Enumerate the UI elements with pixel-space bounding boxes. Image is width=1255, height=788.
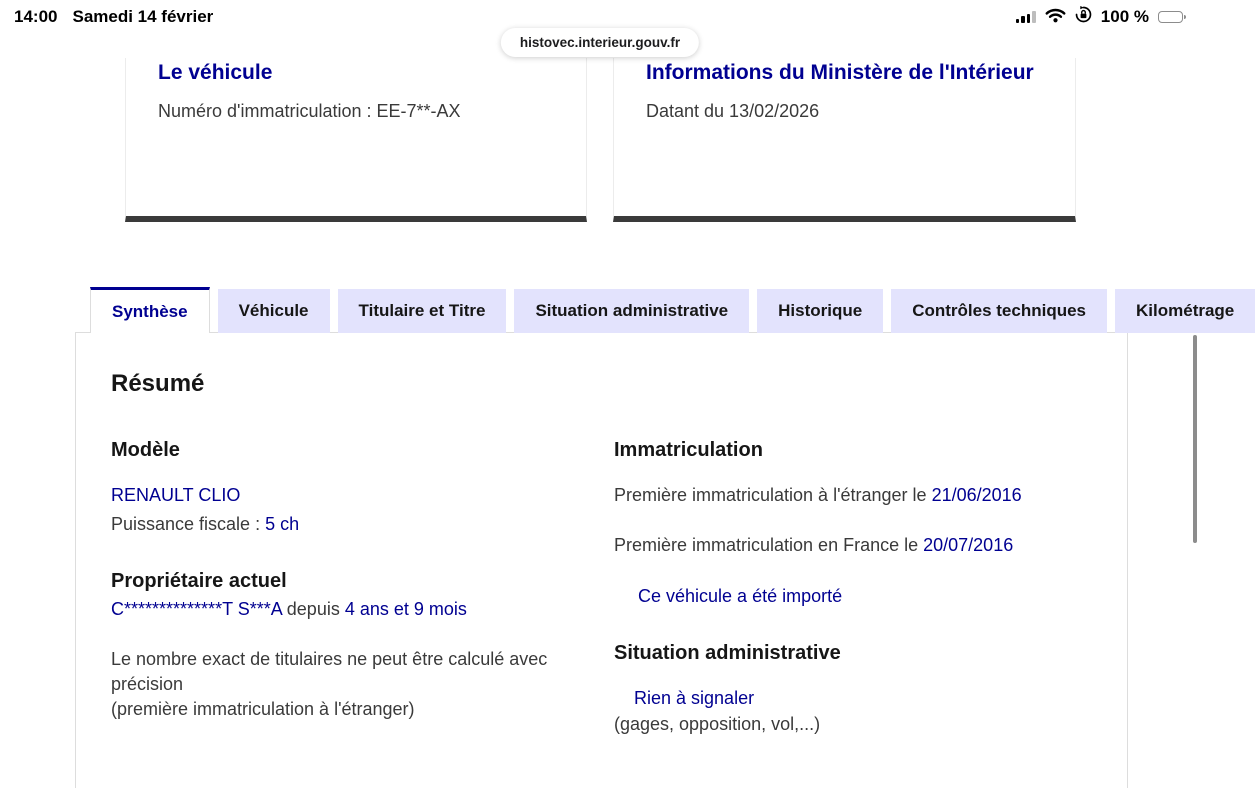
tab-titulaire-et-titre[interactable]: Titulaire et Titre (338, 289, 507, 333)
tab-historique[interactable]: Historique (757, 289, 883, 333)
owner-note-detail: (première immatriculation à l'étranger) (111, 699, 415, 719)
tab-controles-techniques[interactable]: Contrôles techniques (891, 289, 1107, 333)
status-right (1016, 6, 1186, 28)
left-column (111, 438, 614, 736)
tab-vehicule[interactable]: Véhicule (218, 289, 330, 333)
rotation-lock-icon (1075, 6, 1092, 28)
registration-foreign-date: 21/06/2016 (931, 485, 1022, 505)
owner-line (111, 597, 614, 621)
situation-heading: Situation administrative (614, 642, 841, 664)
registration-foreign-label: Première immatriculation à l'étranger le (614, 485, 932, 505)
summary-cards-row (125, 58, 1076, 222)
model-name: RENAULT CLIO (111, 485, 241, 505)
panel-title: Résumé (111, 370, 205, 397)
ministry-card-title: Informations du Ministère de l'Intérieur (646, 61, 1034, 84)
wifi-icon (1045, 7, 1066, 28)
battery-icon (1158, 11, 1186, 24)
model-heading: Modèle (111, 439, 180, 461)
address-bar-pill[interactable]: histovec.interieur.gouv.fr (501, 28, 699, 57)
fiscal-power-line (111, 512, 614, 536)
owner-since-label: depuis (281, 599, 345, 619)
vehicle-card (125, 58, 587, 222)
owner-name: C**************T S***A (111, 599, 282, 619)
situation-status: Rien à signaler (634, 688, 755, 708)
summary-columns (111, 438, 1127, 736)
vehicle-card-subtitle: Numéro d'immatriculation : EE-7**-AX (158, 101, 461, 121)
vehicle-card-title: Le véhicule (158, 61, 273, 84)
owner-note (111, 647, 591, 722)
registration-foreign-line (614, 483, 1127, 507)
date-label: Samedi 14 février (72, 7, 214, 26)
owner-since-value: 4 ans et 9 mois (344, 599, 467, 619)
registration-france-label: Première immatriculation en France le (614, 535, 924, 555)
owner-heading: Propriétaire actuel (111, 570, 287, 592)
imported-status: Ce véhicule a été importé (638, 586, 843, 606)
right-column (614, 438, 1127, 736)
ministry-card-subtitle: Datant du 13/02/2026 (646, 101, 820, 121)
registration-heading: Immatriculation (614, 439, 763, 461)
synthese-panel (75, 332, 1128, 788)
ministry-card (613, 58, 1076, 222)
fiscal-power-value: 5 ch (265, 514, 300, 534)
situation-status-detail: (gages, opposition, vol,...) (614, 714, 821, 734)
tab-synthese[interactable]: Synthèse (90, 287, 210, 333)
tab-bar (75, 287, 1235, 333)
tab-situation-administrative[interactable]: Situation administrative (514, 289, 749, 333)
registration-france-line (614, 533, 1127, 557)
owner-note-text: Le nombre exact de titulaires ne peut être calculé avec précision (111, 649, 548, 694)
registration-france-date: 20/07/2016 (923, 535, 1014, 555)
scrollbar-thumb[interactable] (1193, 335, 1197, 543)
fiscal-power-label: Puissance fiscale : (111, 514, 266, 534)
cellular-signal-icon (1016, 11, 1036, 23)
battery-percent-label: 100 % (1100, 7, 1149, 26)
tab-kilometrage[interactable]: Kilométrage (1115, 289, 1255, 333)
status-left (14, 7, 213, 27)
clock-label: 14:00 (14, 7, 58, 26)
